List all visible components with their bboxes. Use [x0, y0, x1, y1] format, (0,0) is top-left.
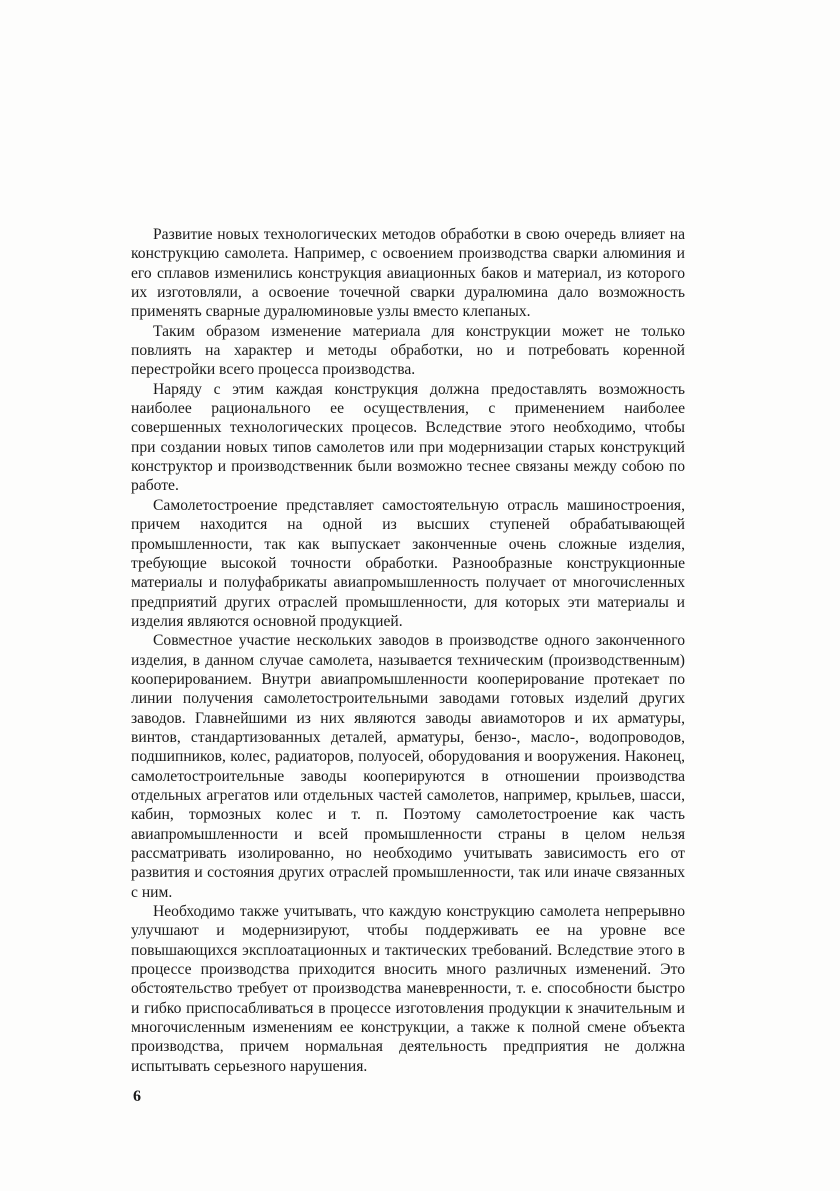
page-number: 6 — [133, 1088, 141, 1105]
paragraph-1: Развитие новых технологических методов обработки в свою очередь влияет на конструкцию самолета. Например, с освоением производства сварки алюминия и его сплавов изменились конструкция авиационных баков и материал, из которого их изготовляли, а освоение точечной сварки дуралюмина дало возможность применять сварные дуралюминовые узлы вместо клепаных. — [131, 226, 685, 321]
paragraph-4: Самолетостроение представляет самостоятельную отрасль машиностроения, причем находится на одной из высших ступеней обрабатывающей промышленности, так как выпускает законченные очень сложные изделия, требующие высокой точности обработки. Разнообразные конструкционные материалы и полуфабрикаты авиапромышленность получает от многочисленных предприятий других отраслей промышленности, для которых эти материалы и изделия являются основной продукцией. — [131, 496, 685, 630]
paragraph-2: Таким образом изменение материала для конструкции может не только повлиять на характер и методы обработки, но и потребовать коренной перестройки всего процесса производства. — [131, 322, 685, 379]
body-text — [131, 225, 685, 1076]
paragraph-3: Наряду с этим каждая конструкция должна предоставлять возможность наиболее рационального ее осуществления, с применением наиболее совершенных технологических процесов. Вследствие этого необходимо, чтобы при создании новых типов самолетов или при модернизации старых конструкций конструктор и производственник были возможно теснее связаны между собою по работе. — [131, 380, 685, 495]
paragraph-5: Совместное участие нескольких заводов в производстве одного законченного изделия, в данном случае самолета, называется техническим (производственным) кооперированием. Внутри авиапромышленности кооперирование протекает по линии получения самолетостроительными заводами готовых изделий других заводов. Главнейшими из них являются заводы авиамоторов и их арматуры, винтов, стандартизованных деталей, арматуры, бензо-, масло-, водопроводов, подшипников, колес, радиаторов, полуосей, оборудования и вооружения. Наконец, самолетостроительные заводы кооперируются в отношении производства отдельных агрегатов или отдельных частей самолетов, например, крыльев, шасси, кабин, тормозных колес и т. п. Поэтому самолетостроение как часть авиапромышленности и всей промышленности страны в целом нельзя рассматривать изолированно, но необходимо учитывать зависимость его от развития и состояния других отраслей промышленности, так или иначе связанных с ним. — [131, 632, 685, 901]
paragraph-6: Необходимо также учитывать, что каждую конструкцию самолета непрерывно улучшают и модернизируют, чтобы поддерживать ее на уровне все повышающихся эксплоатационных и тактических требований. Вследствие этого в процессе производства приходится вносить много различных изменений. Это обстоятельство требует от производства маневренности, т. е. способности быстро и гибко приспосабливаться в процессе изготовления продукции к значительным и многочисленным изменениям ее конструкции, а также к полной смене объекта производства, причем нормальная деятельность предприятия не должна испытывать серьезного нарушения. — [131, 903, 685, 1075]
